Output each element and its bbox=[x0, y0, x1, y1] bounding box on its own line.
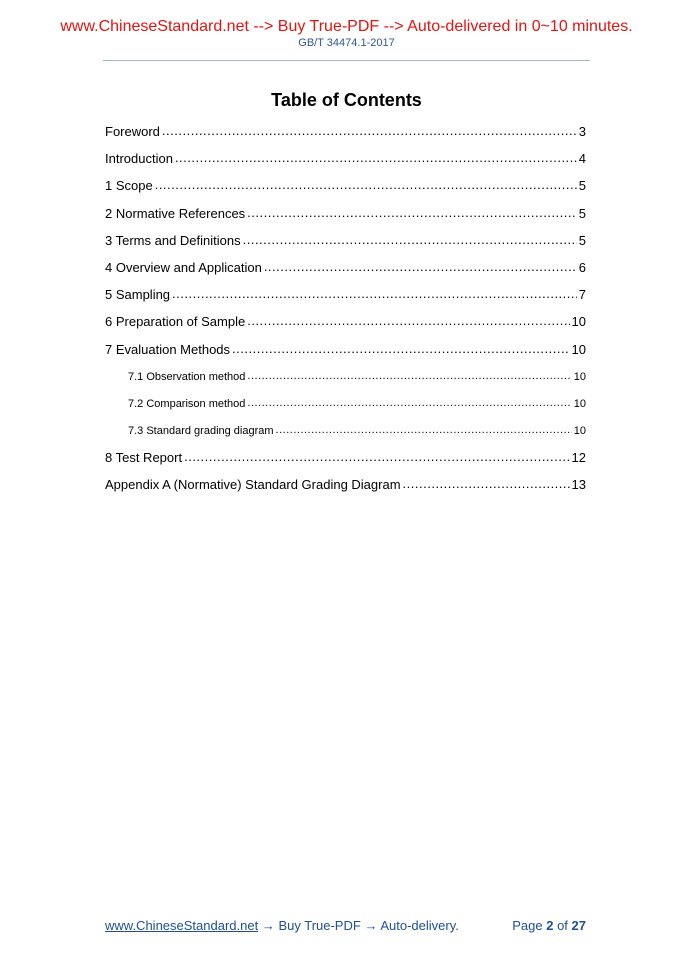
footer-promo bbox=[105, 918, 459, 934]
toc-entry-label: 1 Scope bbox=[105, 178, 153, 194]
toc-entry-label: 7.2 Comparison method bbox=[128, 397, 246, 410]
toc-entry-page: 10 bbox=[573, 370, 586, 383]
toc-entry-label: 7 Evaluation Methods bbox=[105, 341, 231, 357]
toc-entry-page: 7 bbox=[578, 287, 586, 303]
toc-entry-normative-references[interactable] bbox=[105, 204, 586, 231]
arrow-right-icon: → bbox=[261, 918, 275, 933]
page-number: 2 bbox=[546, 918, 554, 933]
toc-entry-label: 5 Sampling bbox=[105, 287, 171, 303]
toc-entry-label: 7.1 Observation method bbox=[128, 370, 246, 383]
toc-entry-page: 5 bbox=[578, 178, 586, 194]
toc-entry-page: 10 bbox=[573, 425, 586, 438]
toc-entry-label: 6 Preparation of Sample bbox=[105, 314, 246, 330]
toc-entry-page: 10 bbox=[571, 314, 586, 330]
footer-delivery-text: Auto-delivery. bbox=[380, 918, 459, 933]
toc-entry-comparison-method[interactable] bbox=[105, 394, 586, 421]
toc-entry-page: 13 bbox=[571, 477, 586, 493]
toc-entry-terms-definitions[interactable] bbox=[105, 231, 586, 258]
toc-entry-label: Foreword bbox=[105, 124, 160, 139]
table-of-contents bbox=[105, 122, 586, 503]
toc-leader-dots bbox=[247, 203, 577, 223]
toc-entry-label: 3 Terms and Definitions bbox=[105, 232, 241, 248]
toc-entry-sampling[interactable] bbox=[105, 285, 586, 312]
toc-entry-test-report[interactable] bbox=[105, 448, 586, 475]
page-total: 27 bbox=[571, 918, 586, 933]
page-indicator bbox=[512, 918, 586, 934]
of-word: of bbox=[557, 918, 568, 933]
toc-entry-introduction[interactable] bbox=[105, 149, 586, 176]
footer-site-link[interactable]: www.ChineseStandard.net bbox=[105, 918, 259, 933]
toc-entry-label: 4 Overview and Application bbox=[105, 259, 262, 275]
toc-entry-label: Introduction bbox=[105, 151, 173, 167]
toc-entry-label: 7.3 Standard grading diagram bbox=[128, 425, 274, 438]
toc-entry-page: 12 bbox=[571, 450, 586, 466]
toc-entry-standard-grading-diagram[interactable] bbox=[105, 421, 586, 448]
toc-entry-page: 10 bbox=[571, 341, 586, 357]
page-footer bbox=[105, 918, 586, 934]
toc-leader-dots bbox=[155, 175, 577, 195]
toc-leader-dots bbox=[247, 311, 569, 331]
footer-buy-text: Buy True-PDF bbox=[278, 918, 361, 933]
toc-entry-page: 10 bbox=[573, 397, 586, 410]
toc-title: Table of Contents bbox=[271, 90, 422, 110]
toc-leader-dots bbox=[184, 447, 569, 467]
promo-banner[interactable]: www.ChineseStandard.net --> Buy True-PDF --> Auto-delivered in 0~10 minutes. bbox=[60, 18, 633, 35]
toc-leader-dots bbox=[243, 230, 577, 250]
toc-entry-page: 6 bbox=[578, 259, 586, 275]
toc-entry-page: 5 bbox=[578, 205, 586, 221]
toc-entry-preparation-of-sample[interactable] bbox=[105, 312, 586, 339]
toc-entry-page: 5 bbox=[578, 232, 586, 248]
toc-entry-label: Appendix A (Normative) Standard Grading Diagram bbox=[105, 477, 401, 493]
toc-leader-dots bbox=[172, 284, 577, 304]
toc-leader-dots bbox=[162, 121, 577, 141]
toc-entry-label: 8 Test Report bbox=[105, 450, 183, 466]
toc-leader-dots bbox=[175, 148, 577, 168]
toc-leader-dots bbox=[264, 257, 577, 277]
toc-entry-overview-application[interactable] bbox=[105, 258, 586, 285]
toc-entry-observation-method[interactable] bbox=[105, 367, 586, 394]
page-word: Page bbox=[512, 918, 543, 933]
arrow-right-icon: → bbox=[364, 918, 378, 933]
toc-entry-label: 2 Normative References bbox=[105, 205, 246, 221]
toc-entry-page: 3 bbox=[578, 124, 586, 139]
toc-leader-dots bbox=[247, 393, 571, 413]
toc-entry-page: 4 bbox=[578, 151, 586, 167]
toc-leader-dots bbox=[403, 474, 570, 494]
toc-entry-foreword[interactable] bbox=[105, 122, 586, 149]
toc-entry-scope[interactable] bbox=[105, 176, 586, 203]
header-divider bbox=[103, 60, 590, 61]
toc-leader-dots bbox=[276, 420, 572, 440]
toc-entry-evaluation-methods[interactable] bbox=[105, 340, 586, 367]
toc-leader-dots bbox=[247, 366, 571, 386]
toc-leader-dots bbox=[232, 339, 570, 359]
standard-code: GB/T 34474.1-2017 bbox=[298, 37, 395, 49]
toc-entry-appendix-a[interactable] bbox=[105, 475, 586, 502]
